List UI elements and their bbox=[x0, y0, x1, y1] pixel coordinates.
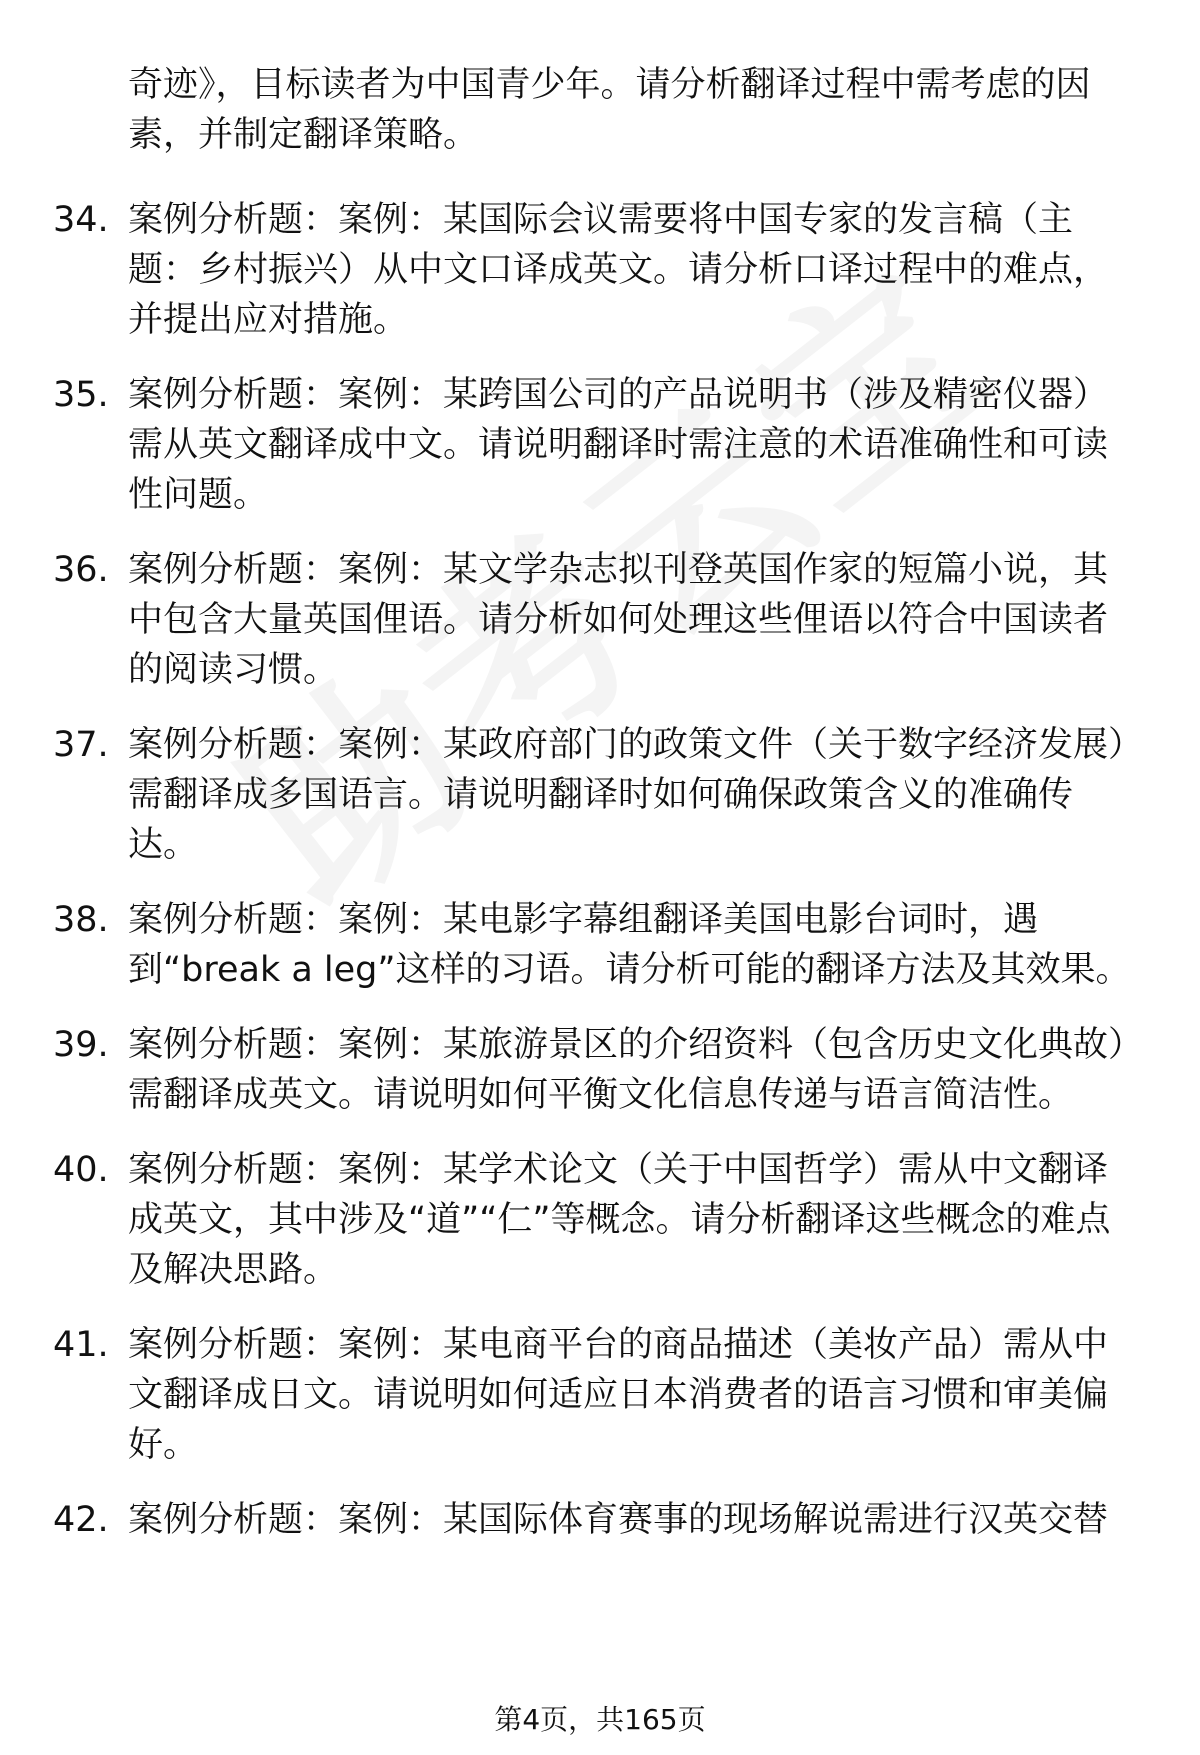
question-number: 37. bbox=[53, 725, 109, 765]
question-item bbox=[53, 370, 1140, 520]
question-number: 40. bbox=[53, 1150, 109, 1190]
question-item bbox=[128, 60, 1140, 160]
question-item bbox=[53, 895, 1140, 995]
question-item bbox=[53, 195, 1140, 345]
question-item bbox=[53, 720, 1140, 870]
question-text: 案例分析题：案例：某跨国公司的产品说明书（涉及精密仪器）需从英文翻译成中文。请说明翻译时需注意的术语准确性和可读性问题。 bbox=[128, 375, 1109, 515]
question-number: 39. bbox=[53, 1025, 109, 1065]
question-number: 36. bbox=[53, 550, 109, 590]
question-text: 案例分析题：案例：某电商平台的商品描述（美妆产品）需从中文翻译成日文。请说明如何适应日本消费者的语言习惯和审美偏好。 bbox=[128, 1325, 1109, 1465]
question-text: 案例分析题：案例：某政府部门的政策文件（关于数字经济发展）需翻译成多国语言。请说明翻译时如何确保政策含义的准确传达。 bbox=[128, 725, 1126, 865]
question-number: 42. bbox=[53, 1500, 109, 1540]
question-item bbox=[53, 545, 1140, 695]
question-text: 案例分析题：案例：某学术论文（关于中国哲学）需从中文翻译成英文，其中涉及“道”“仁”等概念。请分析翻译这些概念的难点及解决思路。 bbox=[128, 1150, 1111, 1290]
question-item bbox=[53, 1145, 1140, 1295]
question-text: 案例分析题：案例：某文学杂志拟刊登英国作家的短篇小说，其中包含大量英国俚语。请分析如何处理这些俚语以符合中国读者的阅读习惯。 bbox=[128, 550, 1109, 690]
question-number: 38. bbox=[53, 900, 109, 940]
question-number: 35. bbox=[53, 375, 109, 415]
question-item bbox=[53, 1495, 1140, 1545]
question-item bbox=[53, 1020, 1140, 1120]
question-text: 案例分析题：案例：某国际会议需要将中国专家的发言稿（主题：乡村振兴）从中文口译成英文。请分析口译过程中的难点，并提出应对措施。 bbox=[128, 200, 1109, 340]
question-item bbox=[53, 1320, 1140, 1470]
question-text: 案例分析题：案例：某电影字幕组翻译美国电影台词时，遇到“break a leg”这样的习语。请分析可能的翻译方法及其效果。 bbox=[128, 900, 1131, 990]
question-text: 案例分析题：案例：某旅游景区的介绍资料（包含历史文化典故）需翻译成英文。请说明如何平衡文化信息传递与语言简洁性。 bbox=[128, 1025, 1126, 1115]
question-number: 41. bbox=[53, 1325, 109, 1365]
question-text: 奇迹》，目标读者为中国青少年。请分析翻译过程中需考虑的因素，并制定翻译策略。 bbox=[128, 65, 1091, 155]
question-number: 34. bbox=[53, 200, 109, 240]
page-footer: 第4页，共165页 bbox=[494, 1703, 706, 1736]
question-text: 案例分析题：案例：某国际体育赛事的现场解说需进行汉英交替 bbox=[128, 1500, 1109, 1540]
